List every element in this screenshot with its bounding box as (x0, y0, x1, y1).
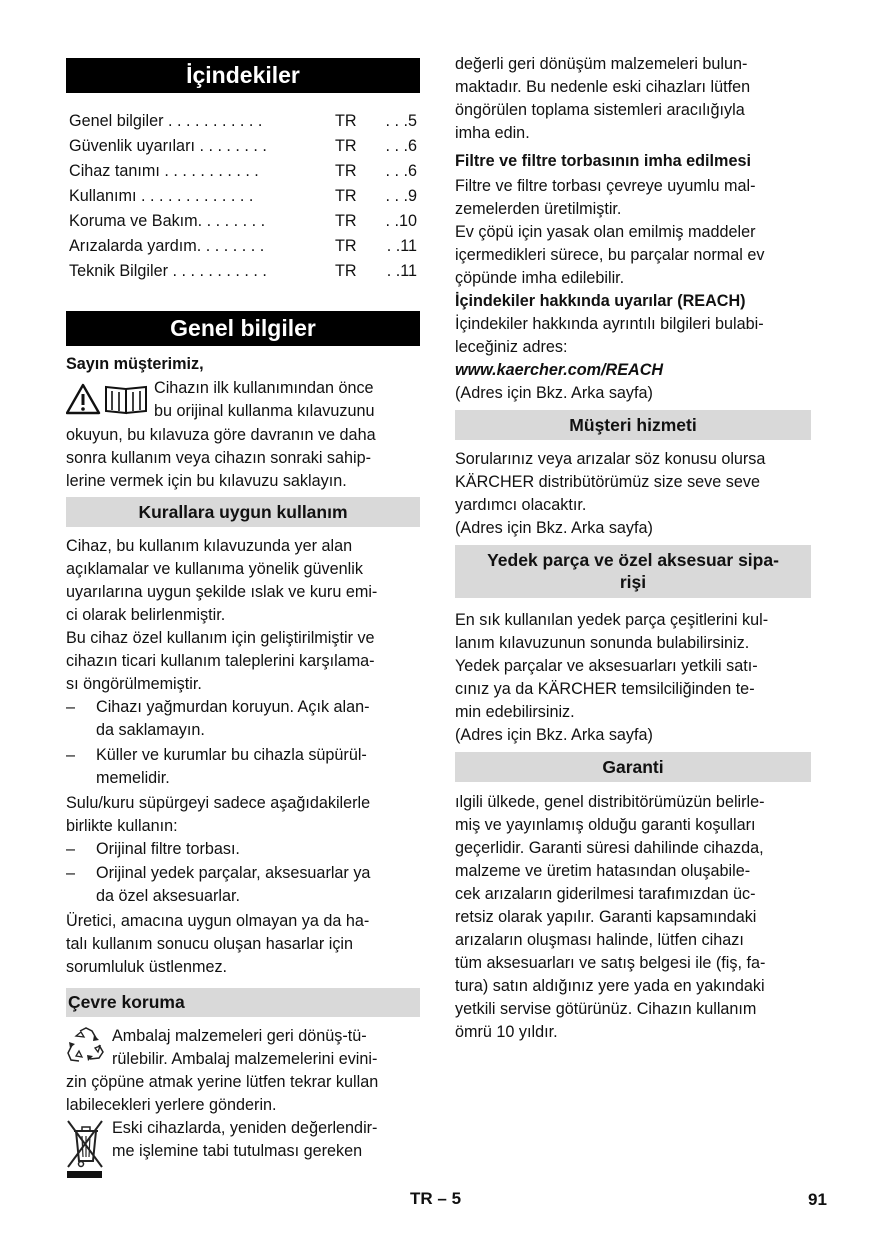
toc-row[interactable] (69, 210, 417, 233)
toc-row-page: . . .6 (385, 137, 417, 155)
filter-line: zemelerden üretilmiştir. (455, 200, 622, 218)
warranty-line: yetkili servise götürünüz. Cihazın kullanım (455, 1000, 757, 1018)
warranty-line: ılgili ülkede, genel distribitörümüzün belirle- (455, 793, 765, 811)
list-item (66, 744, 420, 790)
toc-row-lang: TR (335, 187, 357, 205)
filter-line: içermedikleri sürece, bu parçalar normal ev (455, 246, 765, 264)
toc-row-lang: TR (335, 237, 357, 255)
list-marker: – (66, 864, 76, 882)
weee-line: Eski cihazlarda, yeniden değerlendir- (112, 1119, 378, 1137)
warning-manual-icon (66, 382, 148, 421)
list-item-text: Orijinal filtre torbası. (96, 840, 240, 858)
service-line: yardımcı olacaktır. (455, 496, 587, 514)
usage-title: Kurallara uygun kullanım (66, 497, 420, 527)
filter-heading: Filtre ve filtre torbasının imha edilmesi (455, 152, 751, 170)
warranty-line: cek arızaların giderilmesi tarafımızdan üc- (455, 885, 756, 903)
general-title: Genel bilgiler (66, 311, 420, 346)
warranty-line: tura) satın aldığınız yere yada en yakındaki (455, 977, 765, 995)
footer-dash: – (437, 1189, 447, 1208)
usage-line: Üretici, amacına uygun olmayan ya da ha- (66, 912, 370, 930)
intro-line: Cihazın ilk kullanımından önce (154, 379, 374, 397)
reach-url-link[interactable]: www.kaercher.com/REACH (455, 361, 664, 379)
env-title: Çevre koruma (66, 988, 420, 1017)
intro-line: okuyun, bu kılavuza göre davranın ve daha (66, 426, 376, 444)
parts-title-line: rişi (619, 572, 647, 592)
toc-title: İçindekiler (66, 58, 420, 93)
warranty-line: malzeme ve üretim hatasından oluşabile- (455, 862, 751, 880)
list-item-text: da özel aksesuarlar. (96, 887, 240, 905)
warranty-line: arızaların oluşması halinde, lütfen cihazı (455, 931, 744, 949)
parts-line: min edebilirsiniz. (455, 703, 575, 721)
warranty-title: Garanti (455, 752, 811, 782)
list-marker: – (66, 698, 76, 716)
recycle-line: rülebilir. Ambalaj malzemelerini evini- (112, 1050, 378, 1068)
footer-page-total: 91 (808, 1190, 827, 1209)
parts-line: En sık kullanılan yedek parça çeşitlerini kul- (455, 611, 769, 629)
toc-row[interactable] (69, 110, 417, 133)
toc-row[interactable] (69, 235, 417, 258)
env-cont-line: imha edin. (455, 124, 530, 142)
warranty-line: ömrü 10 yıldır. (455, 1023, 558, 1041)
usage-line: Cihaz, bu kullanım kılavuzunda yer alan (66, 537, 353, 555)
toc-row-lang: TR (335, 137, 357, 155)
env-cont-line: maktadır. Bu nedenle eski cihazları lütfen (455, 78, 751, 96)
intro-line: lerine vermek için bu kılavuzu saklayın. (66, 472, 347, 490)
usage-line: sorumluluk üstlenmez. (66, 958, 228, 976)
reach-address: (Adres için Bkz. Arka sayfa) (455, 384, 653, 402)
toc-row-title: Teknik Bilgiler . . . . . . . . . . . (69, 262, 267, 280)
recycle-line: labilecekleri yerlere gönderin. (66, 1096, 277, 1114)
toc-row-title: Arızalarda yardım. . . . . . . . (69, 237, 265, 255)
list-item-text: Cihazı yağmurdan koruyun. Açık alan- (96, 698, 370, 716)
toc-row-title: Cihaz tanımı . . . . . . . . . . . (69, 162, 259, 180)
toc-row-lang: TR (335, 112, 357, 130)
usage-line: Sulu/kuru süpürgeyi sadece aşağıdakilerle (66, 794, 371, 812)
reach-line: leceğiniz adres: (455, 338, 568, 356)
reach-line: İçindekiler hakkında ayrıntılı bilgileri bulabi- (455, 315, 764, 333)
usage-line: sı öngörülmemiştir. (66, 675, 202, 693)
warranty-line: miş ve yayınlamış olduğu garanti koşulları (455, 816, 756, 834)
weee-line: me işlemine tabi tutulması gereken (112, 1142, 363, 1160)
filter-line: Ev çöpü için yasak olan emilmiş maddeler (455, 223, 756, 241)
recycle-icon (66, 1027, 106, 1070)
reach-heading: İçindekiler hakkında uyarılar (REACH) (455, 292, 746, 310)
usage-line: birlikte kullanın: (66, 817, 178, 835)
footer-lang: TR (410, 1189, 433, 1208)
weee-bin-icon (66, 1119, 104, 1184)
service-line: (Adres için Bkz. Arka sayfa) (455, 519, 653, 537)
env-cont-line: öngörülen toplama sistemleri aracılığıyla (455, 101, 745, 119)
toc-row-page: . .11 (386, 262, 417, 280)
list-item-text: memelidir. (96, 769, 170, 787)
service-line: KÄRCHER distribütörümüz size seve seve (455, 473, 760, 491)
warranty-line: geçerlidir. Garanti süresi dahilinde cihazda, (455, 839, 764, 857)
usage-line: ci olarak belirlenmiştir. (66, 606, 226, 624)
intro-line: bu orijinal kullanma kılavuzunu (154, 402, 375, 420)
toc-row-title: Genel bilgiler . . . . . . . . . . . (69, 112, 263, 130)
list-marker: – (66, 840, 76, 858)
parts-title (455, 545, 811, 598)
service-title: Müşteri hizmeti (455, 410, 811, 440)
list-marker: – (66, 746, 76, 764)
usage-line: talı kullanım sonucu oluşan hasarlar için (66, 935, 354, 953)
toc-row[interactable] (69, 135, 417, 158)
env-cont-line: değerli geri dönüşüm malzemeleri bulun- (455, 55, 748, 73)
usage-line: Bu cihaz özel kullanım için geliştirilmiştir ve (66, 629, 375, 647)
warranty-line: retsiz olarak yapılır. Garanti kapsamındaki (455, 908, 757, 926)
list-item (66, 696, 420, 742)
filter-line: Filtre ve filtre torbası çevreye uyumlu mal- (455, 177, 756, 195)
warranty-line: tüm aksesuarları ve satış belgesi ile (fiş, fa- (455, 954, 766, 972)
intro-line: sonra kullanım veya cihazın sonraki sahip- (66, 449, 372, 467)
toc-row-page: . . .9 (385, 187, 417, 205)
toc-row-title: Koruma ve Bakım. . . . . . . . (69, 212, 266, 230)
toc-row-title: Kullanımı . . . . . . . . . . . . . (69, 187, 254, 205)
service-line: Sorularınız veya arızalar söz konusu olursa (455, 450, 766, 468)
toc-row-page: . . .5 (385, 112, 417, 130)
parts-line: lanım kılavuzunun sonunda bulabilirsiniz. (455, 634, 750, 652)
list-item-text: da saklamayın. (96, 721, 205, 739)
recycle-line: zin çöpüne atmak yerine lütfen tekrar kullan (66, 1073, 379, 1091)
list-item (66, 838, 420, 861)
list-item-text: Orijinal yedek parçalar, aksesuarlar ya (96, 864, 371, 882)
parts-line: Yedek parçalar ve aksesuarları yetkili satı- (455, 657, 758, 675)
parts-title-line: Yedek parça ve özel aksesuar sipa- (487, 550, 779, 570)
toc-row-lang: TR (335, 162, 357, 180)
usage-line: açıklamalar ve kullanıma yönelik güvenlik (66, 560, 363, 578)
toc-row[interactable] (69, 160, 417, 183)
footer-lang-page (410, 1189, 461, 1209)
usage-line: uyarılarına uygun şekilde ıslak ve kuru emi- (66, 583, 378, 601)
usage-line: cihazın ticari kullanım taleplerini karşılama- (66, 652, 375, 670)
toc-row[interactable] (69, 260, 417, 283)
toc-row-page: . .11 (386, 237, 417, 255)
footer-page-local: 5 (451, 1189, 462, 1208)
recycle-line: Ambalaj malzemeleri geri dönüş-tü- (112, 1027, 367, 1045)
toc-row-page: . .10 (385, 212, 417, 230)
parts-line: cınız ya da KÄRCHER temsilciliğinden te- (455, 680, 755, 698)
toc-row-page: . . .6 (385, 162, 417, 180)
toc-row-lang: TR (335, 262, 357, 280)
list-item-text: Küller ve kurumlar bu cihazla süpürül- (96, 746, 367, 764)
parts-line: (Adres için Bkz. Arka sayfa) (455, 726, 653, 744)
toc-row[interactable] (69, 185, 417, 208)
greeting: Sayın müşterimiz, (66, 355, 204, 373)
list-item (66, 862, 420, 908)
toc-row-title: Güvenlik uyarıları . . . . . . . . (69, 137, 267, 155)
filter-line: çöpünde imha edilebilir. (455, 269, 625, 287)
toc-row-lang: TR (335, 212, 357, 230)
